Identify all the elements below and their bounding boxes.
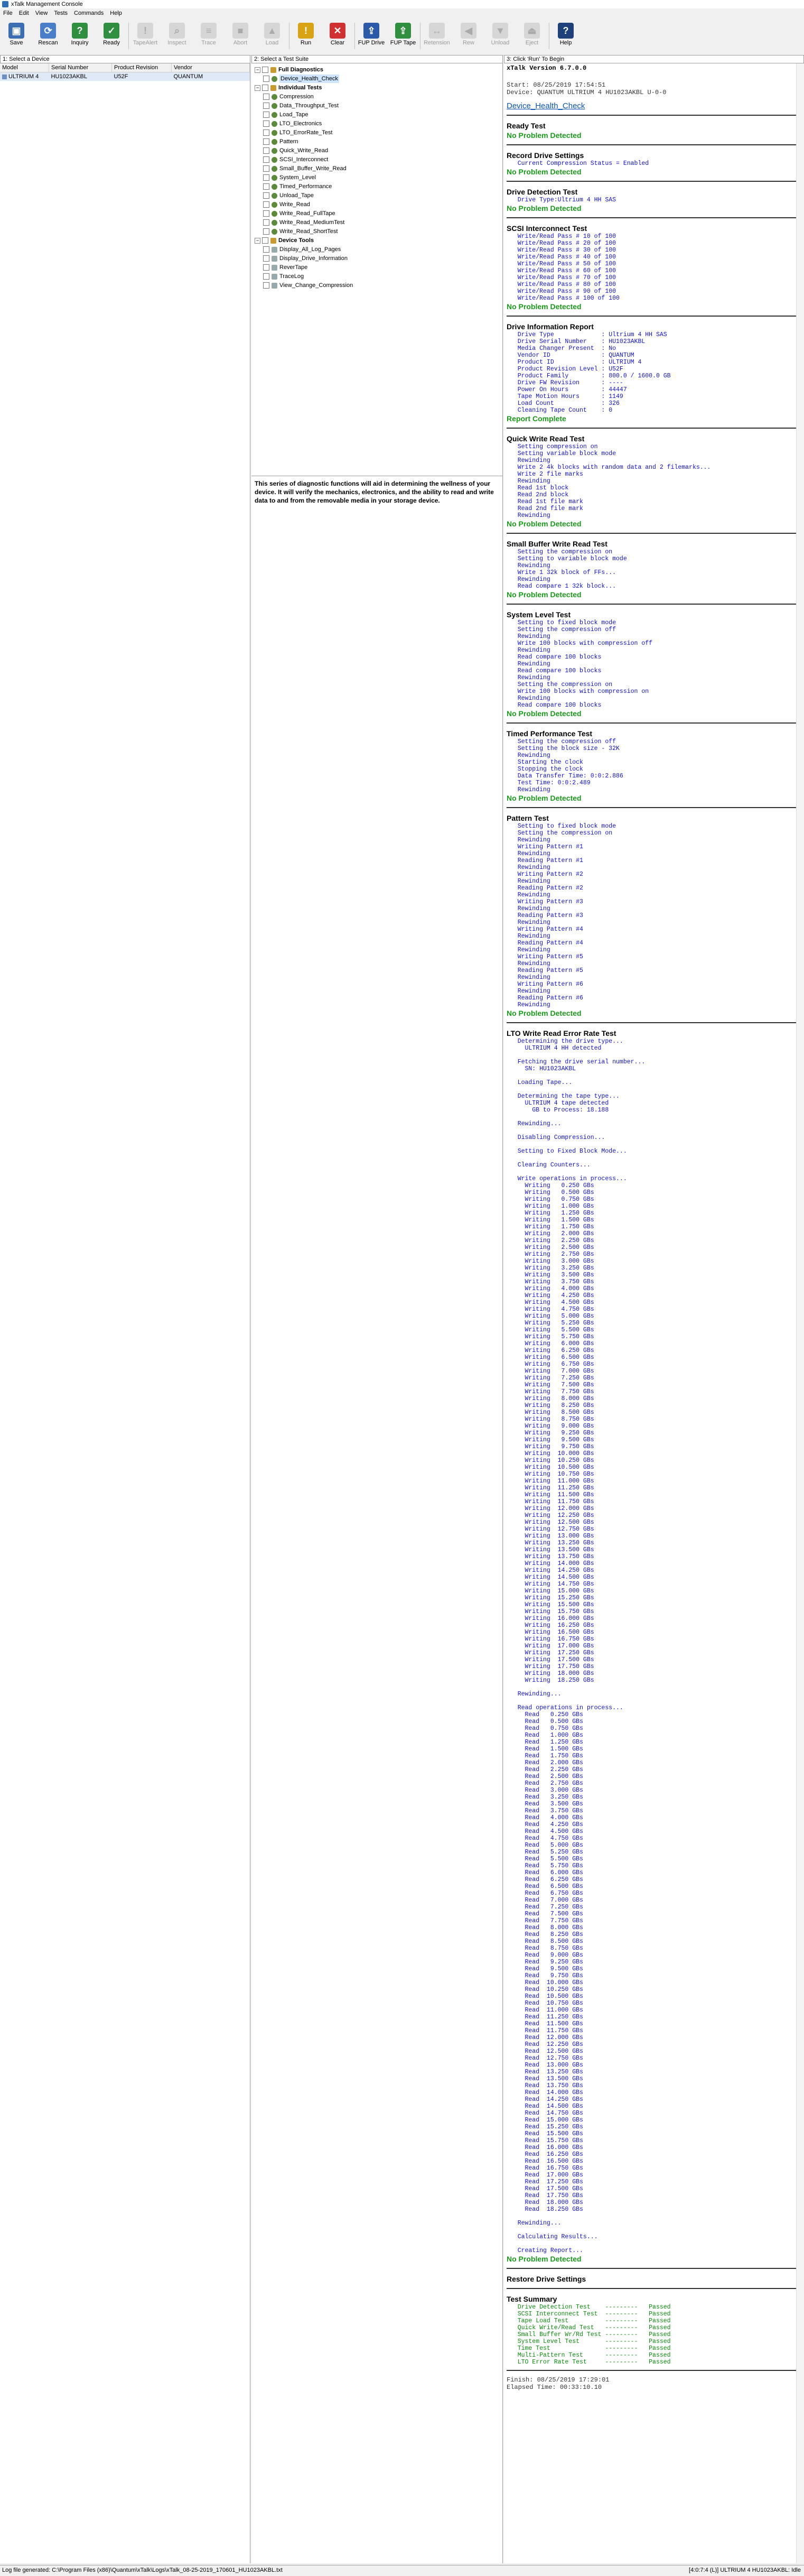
toolbar-label: Help — [559, 40, 572, 46]
tree-item-device-health-check[interactable] — [263, 75, 339, 83]
checkbox[interactable] — [263, 121, 269, 127]
trace-icon: ≡ — [201, 23, 217, 39]
test-icon — [272, 103, 277, 109]
tree-item-write-read[interactable] — [263, 200, 310, 209]
menu-view[interactable]: View — [35, 10, 48, 16]
abort-button[interactable] — [225, 21, 256, 51]
divider — [507, 2370, 800, 2371]
detection-test-result: No Problem Detected — [507, 204, 582, 212]
test-description: This series of diagnostic functions will aid in determining the wellness of your device. It will verify the mechanics, electronics, and the ability to read and write data to and from the removable media in your storage device. — [251, 476, 502, 508]
device-icon — [2, 75, 7, 79]
checkbox[interactable] — [263, 103, 269, 109]
tree-item-scsi-interconnect[interactable] — [263, 155, 328, 164]
pattern-log: Setting to fixed block mode Setting the compression on Rewinding Writing Pattern #1 Rewinding Reading Pattern #1 Rewinding Writing Pattern #2 Rewinding Reading Pattern #2 Rewinding Writing Pattern #3 Rewinding Reading Pattern #3 Rewinding Writing Pattern #4 Rewinding Reading Pattern #4 Rewinding Writing Pattern #5 Rewinding Reading Pattern #5 Rewinding Writing Pattern #6 Rewinding Reading Pattern #6 Rewinding — [517, 823, 616, 1008]
toolbar-label: Load — [265, 40, 279, 46]
tree-item-load-tape[interactable] — [263, 110, 308, 119]
ready-button[interactable] — [96, 21, 127, 51]
run-header: 3: Click 'Run' To Begin — [504, 55, 804, 63]
tree-item-label: ReverTape — [279, 264, 308, 271]
tree-item-write-read-mediumtest[interactable] — [263, 218, 344, 227]
system-level-title: System Level Test — [507, 610, 571, 619]
tree-item-label: SCSI_Interconnect — [279, 156, 329, 163]
device-serial: HU1023AKBL — [49, 72, 112, 81]
summary-log: Drive Detection Test --------- Passed SCSI Interconnect Test --------- Passed Tape Load Test --------- Passed Quick Write/Read Test --------- Passed Small Buffer Wr/Rd Test --------- Passed System Level Test --------- Passed Time Test --------- Passed Multi-Pattern Test --------- Passed LTO Error Rate Test --------- Passed — [517, 2304, 671, 2366]
checkbox[interactable] — [263, 147, 269, 154]
tree-item-small-buffer-write-read[interactable] — [263, 164, 347, 173]
toolbar-label: Clear — [330, 40, 345, 46]
tree-item-full-diagnostics[interactable] — [255, 66, 323, 74]
ready-test-result: No Problem Detected — [507, 131, 582, 140]
toolbar-label: Run — [300, 40, 312, 46]
ready-test-title: Ready Test — [507, 122, 546, 130]
tree-item-label: View_Change_Compression — [279, 282, 353, 289]
tree-item-label: Small_Buffer_Write_Read — [279, 165, 347, 172]
checkbox[interactable] — [263, 273, 269, 280]
collapse-icon[interactable]: − — [255, 67, 260, 73]
tree-item-label: Unload_Tape — [279, 192, 314, 199]
status-bar — [0, 2565, 804, 2576]
divider — [507, 217, 800, 218]
quick-wr-title: Quick Write Read Test — [507, 434, 585, 443]
menu-file[interactable]: File — [3, 10, 13, 16]
run-button[interactable] — [291, 21, 321, 51]
tree-item-label: Timed_Performance — [279, 183, 332, 190]
checkbox[interactable] — [263, 282, 269, 289]
column-revision[interactable]: Product Revision — [112, 63, 172, 72]
record-settings-result: No Problem Detected — [507, 168, 582, 176]
tree-item-tracelog[interactable] — [263, 272, 304, 281]
test-icon — [272, 157, 277, 163]
rescan-button[interactable] — [33, 21, 63, 51]
lto-error-log: Determining the drive type... ULTRIUM 4 HH detected Fetching the drive serial number... SN: HU1023AKBL Loading Tape... Determining the tape type... ULTRIUM 4 tape detected GB to Process: 18.188 Rewinding... Disabling Compression... Setting to Fixed Block Mode... Clearing Counters... Write operations in process... Writing 0.250 GBs Writing 0.500 GBs Writing 0.750 GBs Writing 1.000 GBs Writing 1.250 GBs Writing 1.500 GBs Writing 1.750 GBs Writing 2.000 GBs Writing 2.250 GBs Writing 2.500 GBs Writing 2.750 GBs Writing 3.000 GBs Writing 3.250 GBs Writing 3.500 GBs Writing 3.750 GBs Writing 4.000 GBs Writing 4.250 GBs Writing 4.500 GBs Writing 4.750 GBs Writing 5.000 GBs Writing 5.250 GBs Writing 5.500 GBs Writing 5.750 GBs Writing 6.000 GBs Writing 6.250 GBs Writing 6.500 GBs Writing 6.750 GBs Writing 7.000 GBs Writing 7.250 GBs Writing 7.500 GBs Writing 7.750 GBs Writing 8.000 GBs Writing 8.250 GBs Writing 8.500 GBs Writing 8.750 GBs Writing 9.000 GBs Writing 9.250 GBs Writing 9.500 GBs Writing 9.750 GBs Writing 10.000 GBs Writing 10.250 GBs Writing 10.500 GBs Writing 10.750 GBs Writing 11.000 GBs Writing 11.250 GBs Writing 11.500 GBs Writing 11.750 GBs Writing 12.000 GBs Writing 12.250 GBs Writing 12.500 GBs Writing 12.750 GBs Writing 13.000 GBs Writing 13.250 GBs Writing 13.500 GBs Writing 13.750 GBs Writing 14.000 GBs Writing 14.250 GBs Writing 14.500 GBs Writing 14.750 GBs Writing 15.000 GBs Writing 15.250 GBs Writing 15.500 GBs Writing 15.750 GBs Writing 16.000 GBs Writing 16.250 GBs Writing 16.500 GBs Writing 16.750 GBs Writing 17.000 GBs Writing 17.250 GBs Writing 17.500 GBs Writing 17.750 GBs Writing 18.000 GBs Writing 18.250 GBs Rewinding... Read operations in process... Read 0.250 GBs Read 0.500 GBs Read 0.750 GBs Read 1.000 GBs Read 1.250 GBs Read 1.500 GBs Read 1.750 GBs Read 2.000 GBs Read 2.250 GBs Read 2.500 GBs Read 2.750 GBs Read 3.000 GBs Read 3.250 GBs Read 3.500 GBs Read 3.750 GBs Read 4.000 GBs Read 4.250 GBs Read 4.500 GBs Read 4.750 GBs Read 5.000 GBs Read 5.250 GBs Read 5.500 GBs Read 5.750 GBs Read 6.000 GBs Read 6.250 GBs Read 6.500 GBs Read 6.750 GBs Read 7.000 GBs Read 7.250 GBs Read 7.500 GBs Read 7.750 GBs Read 8.000 GBs Read 8.250 GBs Read 8.500 GBs Read 8.750 GBs Read 9.000 GBs Read 9.250 GBs Read 9.500 GBs Read 9.750 GBs Read 10.000 GBs Read 10.250 GBs Read 10.500 GBs Read 10.750 GBs Read 11.000 GBs Read 11.250 GBs Read 11.500 GBs Read 11.750 GBs Read 12.000 GBs Read 12.250 GBs Read 12.500 GBs Read 12.750 GBs Read 13.000 GBs Read 13.250 GBs Read 13.500 GBs Read 13.750 GBs Read 14.000 GBs Read 14.250 GBs Read 14.500 GBs Read 14.750 GBs Read 15.000 GBs Read 15.250 GBs Read 15.500 GBs Read 15.750 GBs Read 16.000 GBs Read 16.250 GBs Read 16.500 GBs Read 16.750 GBs Read 17.000 GBs Read 17.250 GBs Read 17.500 GBs Read 17.750 GBs Read 18.000 GBs Read 18.250 GBs Rewinding... Calculating Results... Creating Report... — [517, 1038, 646, 2254]
help-icon: ? — [558, 23, 574, 39]
tool-icon — [272, 256, 277, 262]
toolbar-label: Rew — [462, 40, 474, 46]
folder-icon — [270, 238, 276, 244]
record-settings-log: Current Compression Status = Enabled — [507, 160, 649, 167]
system-level-log: Setting to fixed block mode Setting the compression off Rewinding Write 100 blocks with compression off Rewinding Read compare 100 blocks Rewinding Read compare 100 blocks Rewinding Setting the compression on Write 100 blocks with compression on Rewinding Read compare 100 blocks — [517, 619, 653, 709]
column-model[interactable]: Model — [0, 63, 49, 72]
small-buffer-title: Small Buffer Write Read Test — [507, 540, 607, 548]
divider — [507, 533, 800, 534]
menu-help[interactable]: Help — [110, 10, 122, 16]
toolbar-label: FUP Drive — [358, 40, 385, 46]
eject-button[interactable] — [517, 21, 547, 51]
tree-item-view-change-compression[interactable] — [263, 281, 353, 290]
tree-item-revertape[interactable] — [263, 263, 307, 272]
tree-item-label: LTO_ErrorRate_Test — [279, 129, 333, 136]
checkbox[interactable] — [263, 228, 269, 235]
device-line: Device: QUANTUM ULTRIUM 4 HU1023AKBL U-0-0 — [507, 89, 667, 96]
toolbar-label: Eject — [525, 40, 539, 46]
tree-item-data-throughput-test[interactable] — [263, 101, 339, 110]
divider — [507, 2288, 800, 2289]
checkbox[interactable] — [263, 183, 269, 190]
tree-item-system-level[interactable] — [263, 173, 316, 182]
test-icon — [272, 121, 277, 127]
ready-icon: ✓ — [104, 23, 119, 39]
inquiry-button[interactable] — [64, 21, 95, 51]
fup-drive-button[interactable] — [356, 21, 387, 51]
timed-perf-log: Setting the compression off Setting the block size - 32K Rewinding Starting the clock Stopping the clock Data Transfer Time: 0:0:2.886 Test Time: 0:0:2.489 Rewinding — [517, 738, 623, 793]
finish-time: Finish: 08/25/2019 17:29:01 — [507, 2376, 610, 2384]
info-report-log: Drive Type : Ultrium 4 HH SAS Drive Serial Number : HU1023AKBL Media Changer Present : No Vendor ID : QUANTUM Product ID : ULTRIUM 4 Product Revision Level : U52F Product Family : 800.0 / 1600.0 GB Drive FW Revision : ---- Power On Hours : 44447 Tape Motion Hours : 1149 Load Count : 326 Cleaning Tape Count : 0 — [517, 331, 671, 414]
toolbar-label: Save — [10, 40, 23, 46]
divider — [507, 181, 800, 182]
menu-commands[interactable]: Commands — [74, 10, 104, 16]
device-vendor: QUANTUM — [172, 72, 250, 81]
scsi-test-log: Write/Read Pass # 10 of 100 Write/Read Pass # 20 of 100 Write/Read Pass # 30 of 100 Write/Read Pass # 40 of 100 Write/Read Pass # 50 of 100 Write/Read Pass # 60 of 100 Write/Read Pass # 70 of 100 Write/Read Pass # 80 of 100 Write/Read Pass # 90 of 100 Write/Read Pass # 100 of 100 — [517, 233, 620, 302]
start-time: Start: 08/25/2019 17:54:51 — [507, 81, 606, 89]
tree-item-compression[interactable] — [263, 92, 314, 101]
fup-tape-button[interactable] — [388, 21, 418, 51]
collapse-icon[interactable]: − — [255, 238, 260, 244]
device-table — [0, 63, 250, 81]
help-button[interactable] — [550, 21, 581, 51]
test-icon — [272, 148, 277, 154]
toolbar-label: FUP Tape — [390, 40, 416, 46]
collapse-icon[interactable]: − — [255, 85, 260, 91]
checkbox[interactable] — [263, 246, 269, 253]
save-icon: ▣ — [8, 23, 24, 39]
info-report-title: Drive Information Report — [507, 322, 594, 331]
toolbar-label: Trace — [201, 40, 216, 46]
divider — [507, 115, 800, 116]
tool-icon — [272, 265, 277, 271]
test-icon — [272, 211, 277, 217]
toolbar — [0, 17, 804, 55]
abort-icon: ■ — [232, 23, 248, 39]
scsi-test-result: No Problem Detected — [507, 302, 582, 311]
tapealert-icon: ! — [137, 23, 153, 39]
pattern-title: Pattern Test — [507, 814, 549, 822]
test-icon — [272, 220, 277, 226]
clear-icon: ✕ — [330, 23, 345, 39]
checkbox[interactable] — [263, 129, 269, 136]
checkbox[interactable] — [263, 138, 269, 145]
checkbox[interactable] — [262, 67, 268, 73]
checkbox[interactable] — [263, 76, 269, 82]
tool-icon — [272, 283, 277, 289]
version-banner: xTalk Version 6.7.0.0 — [507, 64, 587, 72]
toolbar-label: Ready — [103, 40, 120, 46]
menu-bar — [0, 8, 804, 17]
info-report-result: Report Complete — [507, 414, 566, 423]
tool-icon — [272, 247, 277, 253]
test-icon — [272, 76, 277, 82]
fup-tape-icon: ⇪ — [395, 23, 411, 39]
fup-drive-icon: ⇪ — [363, 23, 379, 39]
checkbox[interactable] — [263, 201, 269, 208]
toolbar-separator — [128, 23, 129, 49]
tree-item-label: Write_Read_FullTape — [279, 210, 335, 217]
tree-item-label: Display_Drive_Information — [279, 255, 348, 262]
output-panel — [504, 63, 804, 2563]
tree-item-pattern[interactable] — [263, 137, 298, 146]
device-revision: U52F — [112, 72, 172, 81]
test-icon — [272, 229, 277, 235]
toolbar-separator — [354, 23, 355, 49]
tree-item-label: Write_Read — [279, 201, 310, 208]
menu-tests[interactable]: Tests — [54, 10, 68, 16]
tree-item-unload-tape[interactable] — [263, 191, 314, 200]
record-settings-title: Record Drive Settings — [507, 151, 584, 160]
inspect-button[interactable] — [162, 21, 192, 51]
rewind-icon: ◀ — [461, 23, 476, 39]
rew-button[interactable] — [453, 21, 484, 51]
load-button[interactable] — [257, 21, 287, 51]
tree-item-timed-performance[interactable] — [263, 182, 332, 191]
folder-icon — [270, 67, 276, 73]
tree-item-label: Individual Tests — [278, 85, 322, 91]
tree-item-lto-electronics[interactable] — [263, 119, 322, 128]
checkbox[interactable] — [263, 192, 269, 199]
divider — [507, 2268, 800, 2269]
lto-error-result: No Problem Detected — [507, 2255, 582, 2263]
suite-title: Device_Health_Check — [507, 101, 585, 110]
tree-item-label: Device Tools — [278, 237, 314, 244]
toolbar-label: Rescan — [38, 40, 58, 46]
save-button[interactable] — [1, 21, 32, 51]
rescan-icon: ⟳ — [40, 23, 56, 39]
load-icon: ▲ — [264, 23, 280, 39]
tree-item-display-drive-information[interactable] — [263, 254, 348, 263]
checkbox[interactable] — [263, 264, 269, 271]
status-log-file: Log file generated: C:\Program Files (x86)\Quantum\xTalk\Logs\xTalk_08-25-2019_170601_HU1023AKBL.txt — [2, 2567, 283, 2573]
tool-icon — [272, 274, 277, 280]
app-icon — [2, 1, 8, 7]
timed-perf-result: No Problem Detected — [507, 794, 582, 802]
test-icon — [272, 139, 277, 145]
toolbar-label: Abort — [233, 40, 248, 46]
tree-item-label: Data_Throughput_Test — [279, 103, 339, 109]
tree-item-write-read-fulltape[interactable] — [263, 209, 335, 218]
select-test-suite-header: 2: Select a Test Suite — [251, 55, 503, 63]
retension-button[interactable] — [422, 21, 452, 51]
tree-item-label: System_Level — [279, 174, 316, 181]
checkbox[interactable] — [262, 85, 268, 91]
pattern-result: No Problem Detected — [507, 1009, 582, 1017]
toolbar-label: Inspect — [167, 40, 186, 46]
eject-icon: ⏏ — [524, 23, 540, 39]
system-level-result: No Problem Detected — [507, 709, 582, 718]
toolbar-label: TapeAlert — [133, 40, 158, 46]
clear-button[interactable] — [322, 21, 353, 51]
tree-item-label: LTO_Electronics — [279, 121, 322, 127]
device-row[interactable] — [0, 72, 250, 81]
elapsed-time: Elapsed Time: 00:33:10.10 — [507, 2384, 602, 2391]
menu-edit[interactable]: Edit — [18, 10, 29, 16]
checkbox[interactable] — [263, 112, 269, 118]
unload-button[interactable] — [485, 21, 516, 51]
checkbox[interactable] — [263, 210, 269, 217]
test-tree — [251, 63, 502, 476]
tree-item-label: Write_Read_MediumTest — [279, 219, 345, 226]
output-scrollbar[interactable] — [796, 63, 804, 2563]
inquiry-icon: ? — [72, 23, 88, 39]
detection-test-title: Drive Detection Test — [507, 188, 578, 196]
scsi-test-title: SCSI Interconnect Test — [507, 224, 587, 233]
checkbox[interactable] — [263, 156, 269, 163]
tree-item-label: Display_All_Log_Pages — [279, 246, 341, 253]
column-vendor[interactable]: Vendor — [172, 63, 250, 72]
test-icon — [272, 184, 277, 190]
tree-item-write-read-shorttest[interactable] — [263, 227, 338, 236]
retension-icon: ↔ — [429, 23, 445, 39]
test-icon — [272, 202, 277, 208]
divider — [507, 807, 800, 808]
tree-item-label: Device_Health_Check — [281, 76, 338, 82]
tree-item-device-tools[interactable] — [255, 236, 314, 245]
test-suite-panel — [251, 63, 503, 2563]
checkbox[interactable] — [263, 165, 269, 172]
tree-item-individual-tests[interactable] — [255, 84, 322, 92]
select-device-header: 1: Select a Device — [0, 55, 250, 63]
divider — [507, 722, 800, 724]
divider — [507, 144, 800, 145]
divider — [507, 604, 800, 605]
restore-settings-title: Restore Drive Settings — [507, 2275, 586, 2283]
run-icon: ! — [298, 23, 314, 39]
checkbox[interactable] — [262, 237, 268, 244]
test-icon — [272, 166, 277, 172]
summary-title: Test Summary — [507, 2295, 557, 2303]
unload-icon: ▼ — [492, 23, 508, 39]
divider — [507, 316, 800, 317]
test-icon — [272, 130, 277, 136]
quick-wr-result: No Problem Detected — [507, 520, 582, 528]
checkbox[interactable] — [263, 94, 269, 100]
detection-test-log: Drive Type:Ultrium 4 HH SAS — [507, 197, 616, 203]
tree-item-label: Compression — [279, 94, 314, 100]
tree-item-label: Load_Tape — [279, 112, 308, 118]
column-serial[interactable]: Serial Number — [49, 63, 112, 72]
checkbox[interactable] — [263, 255, 269, 262]
timed-perf-title: Timed Performance Test — [507, 729, 593, 738]
toolbar-label: Retension — [424, 40, 450, 46]
tree-item-label: Quick_Write_Read — [279, 147, 329, 154]
small-buffer-result: No Problem Detected — [507, 590, 582, 599]
tree-item-lto-errorrate-test[interactable] — [263, 128, 332, 137]
title-bar — [0, 0, 804, 8]
divider — [507, 1022, 800, 1023]
tree-item-display-all-log-pages[interactable] — [263, 245, 341, 254]
test-output — [507, 64, 800, 2391]
test-icon — [272, 94, 277, 100]
tree-item-label: Full Diagnostics — [278, 67, 323, 73]
checkbox[interactable] — [263, 219, 269, 226]
tapealert-button[interactable] — [130, 21, 161, 51]
tree-item-label: Pattern — [279, 138, 298, 145]
quick-wr-log: Setting compression on Setting variable block mode Rewinding Write 2 4k blocks with random data and 2 filemarks... Write 2 file marks Rewinding Read 1st block Read 2nd block Read 1st file mark Read 2nd file mark Rewinding — [517, 443, 711, 519]
test-icon — [272, 175, 277, 181]
tree-item-label: Write_Read_ShortTest — [279, 228, 338, 235]
toolbar-label: Inquiry — [71, 40, 89, 46]
checkbox[interactable] — [263, 174, 269, 181]
folder-icon — [270, 85, 276, 91]
tree-item-quick-write-read[interactable] — [263, 146, 328, 155]
device-model: ULTRIUM 4 — [0, 72, 49, 81]
small-buffer-log: Setting the compression on Setting to variable block mode Rewinding Write 1 32k block of FFs... Rewinding Read compare 1 32k block... — [517, 549, 627, 590]
window-title: xTalk Management Console — [11, 1, 83, 7]
toolbar-label: Unload — [491, 40, 510, 46]
lto-error-title: LTO Write Read Error Rate Test — [507, 1029, 616, 1037]
test-icon — [272, 112, 277, 118]
test-icon — [272, 193, 277, 199]
device-panel — [0, 63, 250, 2563]
inspect-icon: ⌕ — [169, 23, 185, 39]
status-device-state: [4:0:7:4 (L)] ULTRIUM 4 HU1023AKBL: Idle — [689, 2567, 801, 2573]
divider — [507, 428, 800, 429]
tree-item-label: TraceLog — [279, 273, 304, 280]
trace-button[interactable] — [193, 21, 224, 51]
